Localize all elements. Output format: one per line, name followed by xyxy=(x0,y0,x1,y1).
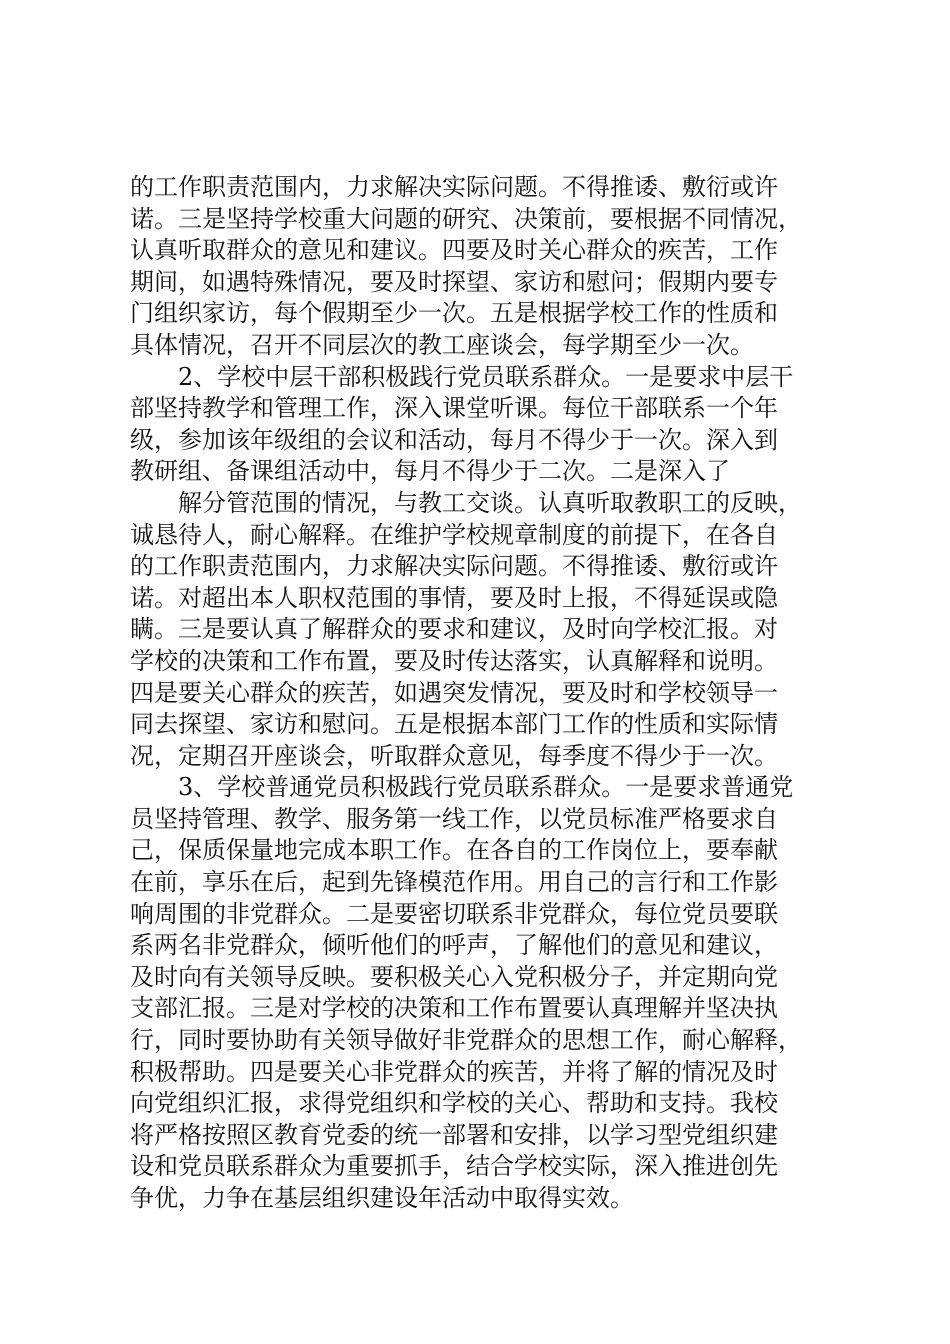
paragraph-start-line: 解分管范围的情况，与教工交谈。认真听取教职工的反映， xyxy=(178,488,802,517)
text-line: 系两名非党群众，倾听他们的呼声，了解他们的意见和建议， xyxy=(130,931,778,960)
paragraph-start-line: 3、学校普通党员积极践行党员联系群众。一是要求普通党 xyxy=(178,773,794,802)
text-line: 诺。对超出本人职权范围的事情，要及时上报，不得延误或隐 xyxy=(130,583,778,612)
paragraph-start-line: 2、学校中层干部积极践行党员联系群众。一是要求中层干 xyxy=(178,362,794,391)
text-line: 己，保质保量地完成本职工作。在各自的工作岗位上，要奉献 xyxy=(130,836,778,865)
text-line: 积极帮助。四是要关心非党群众的疾苦，并将了解的情况及时 xyxy=(130,1057,778,1086)
text-line: 况，定期召开座谈会，听取群众意见，每季度不得少于一次。 xyxy=(130,741,778,770)
text-line: 行，同时要协助有关领导做好非党群众的思想工作，耐心解释， xyxy=(130,1026,802,1055)
text-line: 级，参加该年级组的会议和活动，每月不得少于一次。深入到 xyxy=(130,425,778,454)
text-line: 诺。三是坚持学校重大问题的研究、决策前，要根据不同情况， xyxy=(130,204,802,233)
text-line: 响周围的非党群众。二是要密切联系非党群众，每位党员要联 xyxy=(130,899,778,928)
text-line: 学校的决策和工作布置，要及时传达落实，认真解释和说明。 xyxy=(130,646,778,675)
text-line: 期间，如遇特殊情况，要及时探望、家访和慰问；假期内要专 xyxy=(130,267,778,296)
text-line: 瞒。三是要认真了解群众的要求和建议，及时向学校汇报。对 xyxy=(130,615,778,644)
text-line: 诚恳待人，耐心解释。在维护学校规章制度的前提下，在各自 xyxy=(130,520,778,549)
text-line: 部坚持教学和管理工作，深入课堂听课。每位干部联系一个年 xyxy=(130,394,778,423)
text-line: 在前，享乐在后，起到先锋模范作用。用自己的言行和工作影 xyxy=(130,868,778,897)
text-line: 支部汇报。三是对学校的决策和工作布置要认真理解并坚决执 xyxy=(130,994,778,1023)
text-line: 四是要关心群众的疾苦，如遇突发情况，要及时和学校领导一 xyxy=(130,678,778,707)
document-body xyxy=(130,172,834,1215)
text-line: 员坚持管理、教学、服务第一线工作，以党员标准严格要求自 xyxy=(130,804,778,833)
text-line: 认真听取群众的意见和建议。四要及时关心群众的疾苦，工作 xyxy=(130,236,778,265)
text-line: 同去探望、家访和慰问。五是根据本部门工作的性质和实际情 xyxy=(130,710,778,739)
text-line: 的工作职责范围内，力求解决实际问题。不得推诿、敷衍或许 xyxy=(130,552,778,581)
text-line: 教研组、备课组活动中，每月不得少于二次。二是深入了 xyxy=(130,457,730,486)
text-line: 向党组织汇报，求得党组织和学校的关心、帮助和支持。我校 xyxy=(130,1089,778,1118)
text-line: 将严格按照区教育党委的统一部署和安排，以学习型党组织建 xyxy=(130,1120,778,1149)
text-line: 争优，力争在基层组织建设年活动中取得实效。 xyxy=(130,1184,634,1212)
text-line: 具体情况，召开不同层次的教工座谈会，每学期至少一次。 xyxy=(130,330,754,359)
text-line: 及时向有关领导反映。要积极关心入党积极分子，并定期向党 xyxy=(130,962,778,991)
text-line: 的工作职责范围内，力求解决实际问题。不得推诿、敷衍或许 xyxy=(130,173,778,201)
text-line: 门组织家访，每个假期至少一次。五是根据学校工作的性质和 xyxy=(130,299,778,328)
text-line: 设和党员联系群众为重要抓手，结合学校实际，深入推进创先 xyxy=(130,1152,778,1181)
